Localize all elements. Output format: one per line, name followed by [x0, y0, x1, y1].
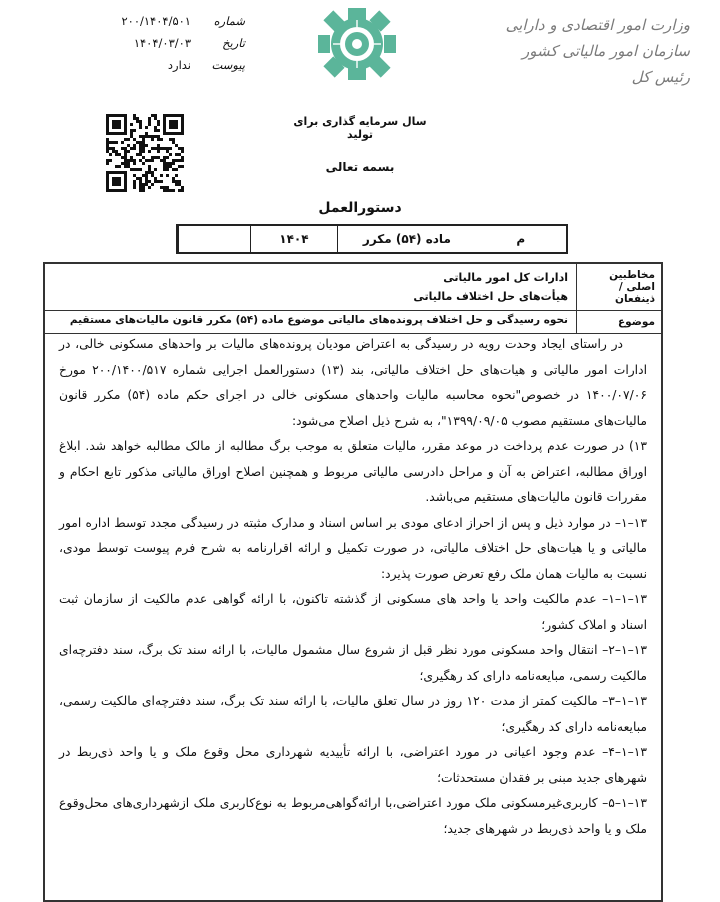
- letter-attachment-row: [95, 54, 245, 76]
- letterhead: [490, 12, 690, 90]
- number-value: ۲۰۰/۱۴۰۴/۵۰۱: [121, 14, 191, 28]
- year-slogan: سال سرمایه گذاری برای تولید: [293, 115, 427, 141]
- number-cell-article: ماده (۵۴) مکرر: [337, 226, 476, 252]
- audience-line: ادارات کل امور مالیاتی: [443, 271, 568, 284]
- emblem-logo: [318, 8, 396, 80]
- audience-value: [45, 264, 576, 310]
- audience-line: هیأت‌های حل اختلاف مالیاتی: [413, 290, 568, 303]
- attachment-value: ندارد: [167, 58, 191, 72]
- meta-table: [45, 264, 661, 334]
- paragraph: ۱۳–۱–۱– عدم مالکیت واحد یا واحد های مسکونی از گذشته تاکنون، با ارائه گواهی عدم مالکیت از سازمان ثبت اسناد و املاک کشور؛: [59, 592, 647, 632]
- audience-label: مخاطبین اصلی / ذینفعان: [576, 264, 661, 310]
- letter-meta: [95, 10, 245, 76]
- attachment-label: پیوست: [211, 58, 245, 72]
- basmala: بسمه تعالی: [325, 160, 395, 174]
- number-cell-code: م: [516, 232, 526, 246]
- number-table: [176, 224, 568, 254]
- subject-row: [45, 311, 661, 334]
- letter-number-row: [95, 10, 245, 32]
- letter-date-row: [95, 32, 245, 54]
- paragraph: ۱۳–۱–۵– کاربری‌غیرمسکونی ملک مورد اعتراضی،با ارائه‌گواهی‌مربوط به نوع‌کاربری ملک ازشهرداری‌های محل‌وقوع ملک و یا واحد ذی‌ربط در شهرهای جدید؛: [59, 796, 647, 836]
- paragraph: ۱۳–۱–۳– مالکیت کمتر از مدت ۱۲۰ روز در سال تعلق مالیات، با ارائه سند تک برگ، سند دفترچه‌ای مالکیت رسمی، مبایعه‌نامه دارای کد رهگیری؛: [59, 694, 647, 734]
- date-value: ۱۴۰۴/۰۳/۰۳: [133, 36, 191, 50]
- paragraph: ۱۳–۱– در موارد ذیل و پس از احراز ادعای مودی بر اساس اسناد و مدارک مثبته در رسیدگی مجدد توسط اداره امور مالیاتی و یا هیات‌های حل اختلاف مالیاتی، در صورت تکمیل و ارائه اقرارنامه به شرح فرم پیوست توسط مودی، نسبت به مالیات همان ملک رفع تعرض صورت پذیرد:: [59, 515, 647, 581]
- document-title: دستورالعمل: [318, 200, 402, 216]
- paragraph: ۱۳–۱–۴– عدم وجود اعیانی در مورد اعتراضی، با ارائه تأییدیه شهرداری محل وقوع ملک و یا واحد ذی‌ربط در شهرهای جدید مبنی بر فقدان مستحدثات؛: [59, 745, 647, 785]
- number-cell-year: ۱۴۰۴: [250, 226, 337, 252]
- body-text: [45, 332, 661, 842]
- paragraph: ۱۳–۱–۲– انتقال واحد مسکونی مورد نظر قبل از شروع سال مشمول مالیات، با ارائه سند تک برگ، سند دفترچه‌ای مالکیت رسمی، مبایعه‌نامه دارای کد رهگیری؛: [59, 643, 647, 683]
- qr-code: [106, 114, 184, 192]
- number-cell-empty: [178, 226, 250, 252]
- ministry-name: وزارت امور اقتصادی و دارایی: [505, 16, 690, 34]
- date-label: تاریخ: [222, 36, 245, 50]
- paragraph: در راستای ایجاد وحدت رویه در رسیدگی به اعتراض مودیان پرونده‌های مالیات بر واحدهای مسکونی خالی، در ادارات امور مالیاتی و هیات‌های حل اختلاف مالیاتی، بند (۱۳) دستورالعمل اجرایی شماره ۲۰۰/۱۴۰۰/۵۱۷ مورخ ۱۴۰۰/۰۷/۰۶ در خصوص"نحوه محاسبه مالیات واحدهای مسکونی خالی در اجرای حکم ماده (۵۴) مکرر قانون مالیات‌های مستقیم مصوب ۱۳۹۹/۰۹/۰۵"، به شرح ذیل اصلاح می‌شود:: [59, 337, 647, 428]
- subject-label: موضوع: [576, 311, 661, 333]
- office-name: رئیس کل: [631, 68, 690, 86]
- content-frame: [43, 262, 663, 902]
- audience-row: [45, 264, 661, 311]
- number-label: شماره: [213, 14, 245, 28]
- organization-name: سازمان امور مالیاتی کشور: [522, 42, 690, 60]
- subject-value: نحوه رسیدگی و حل اختلاف پرونده‌های مالیاتی موضوع ماده (۵۴) مکرر قانون مالیات‌های مستقیم: [69, 314, 568, 326]
- paragraph: ۱۳) در صورت عدم پرداخت در موعد مقرر، مالیات متعلق به موجب برگ مطالبه از مالک مطالبه خواهد شد. ابلاغ اوراق مطالبه، اعتراض به آن و مراحل دادرسی مالیاتی مربوط و همچنین اصلاح اوراق مالیاتی مذکور تابع احکام و مقررات قانون مالیات‌های مستقیم می‌باشد.: [59, 439, 647, 504]
